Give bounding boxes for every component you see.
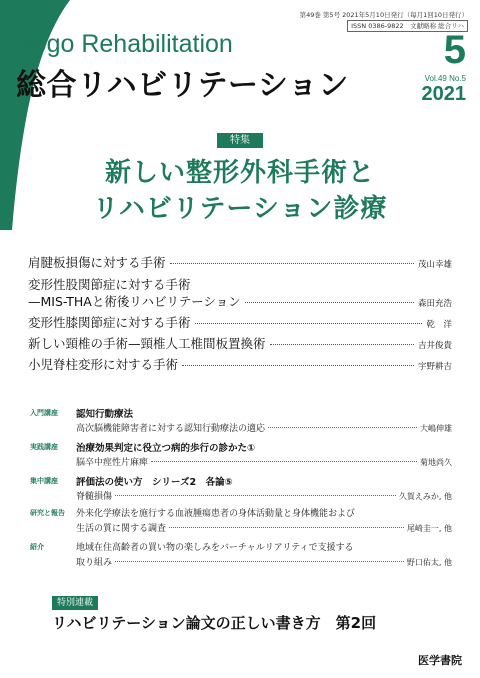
- column-title[interactable]: 認知行動療法: [76, 409, 134, 420]
- column-category: 紹介: [30, 543, 44, 551]
- dot-leader: [270, 344, 414, 345]
- article-item[interactable]: [28, 292, 452, 310]
- dot-leader: [245, 302, 414, 303]
- serial-title[interactable]: リハビリテーション論文の正しい書き方 第2回: [52, 614, 377, 632]
- serial-badge: 特別連載: [52, 596, 98, 610]
- volume-block: [422, 30, 467, 105]
- english-title: Sogo Rehabilitation: [16, 30, 233, 58]
- column-title-line1[interactable]: 外来化学療法を施行する血液腫瘍患者の身体活動量と身体機能および: [76, 509, 356, 519]
- article-title-line1: 変形性股関節症に対する手術: [28, 277, 191, 292]
- column-category: 研究と報告: [30, 509, 65, 517]
- column-author: 久賀えみか, 他: [398, 492, 452, 501]
- column-author: 尾崎圭一, 他: [406, 524, 452, 533]
- column-category: 入門講座: [30, 409, 58, 417]
- article-item[interactable]: [28, 313, 452, 331]
- vol-no: Vol.49 No.5: [424, 74, 466, 83]
- dot-leader: [115, 561, 404, 562]
- article-item-pre: [28, 275, 452, 293]
- column-subtitle-row[interactable]: [76, 489, 452, 502]
- japanese-title: 総合リハビリテーション: [16, 68, 349, 103]
- column-category: 実践講座: [30, 443, 58, 451]
- column-author: 野口佑太, 他: [406, 558, 452, 567]
- article-author: 茂山幸雄: [417, 260, 452, 270]
- article-author: 宇野耕吉: [417, 362, 452, 372]
- dot-leader: [182, 365, 414, 366]
- column-subtitle-row[interactable]: [76, 455, 452, 468]
- article-title: 変形性膝関節症に対する手術: [28, 315, 191, 330]
- column-author: 大嶋伸雄: [420, 424, 452, 433]
- column-subtitle: 脊髄損傷: [76, 492, 113, 502]
- issue-year: 2021: [421, 83, 466, 105]
- issue-number: 5: [443, 28, 466, 72]
- feature-title-line1: 新しい整形外科手術と: [104, 158, 375, 188]
- publisher-name: 医学書院: [418, 654, 462, 667]
- dot-leader: [115, 495, 396, 496]
- article-author: 森田充浩: [417, 299, 452, 309]
- publication-info: [300, 10, 468, 32]
- column-subtitle: 高次脳機能障害者に対する認知行動療法の適応: [76, 424, 266, 434]
- article-author: 乾 洋: [426, 320, 452, 330]
- column-author: 菊地尚久: [420, 458, 452, 467]
- dot-leader: [195, 323, 423, 324]
- column-title[interactable]: 評価法の使い方 シリーズ2 各論⑤: [76, 477, 233, 488]
- column-subtitle: 生活の質に関する調査: [76, 524, 167, 534]
- dot-leader: [268, 427, 417, 428]
- column-subtitle-row[interactable]: [76, 555, 452, 568]
- dot-leader: [169, 527, 404, 528]
- article-title: —MIS-THAと術後リハビリテーション: [28, 294, 241, 309]
- feature-title-line2: リハビリテーション診療: [92, 194, 388, 224]
- column-subtitle: 脳卒中痙性片麻痺: [76, 458, 149, 468]
- column-subtitle-row[interactable]: [76, 521, 452, 534]
- issue-info: 第49巻 第5号 2021年5月10日発行（毎月1回10日発行）: [299, 11, 468, 19]
- feature-badge: 特集: [217, 133, 263, 148]
- column-title[interactable]: 治療効果判定に役立つ病的歩行の診かた①: [76, 443, 256, 454]
- article-item[interactable]: [28, 355, 452, 373]
- article-title: 小児脊柱変形に対する手術: [28, 357, 179, 372]
- dot-leader: [170, 263, 414, 264]
- article-title: 肩腱板損傷に対する手術: [28, 255, 166, 270]
- column-category: 集中講座: [30, 477, 58, 485]
- issn-box: ISSN 0386-9822 文献略称 総合リハ: [347, 20, 468, 32]
- column-title-line1[interactable]: 地域在住高齢者の買い物の楽しみをバーチャルリアリティで支援する: [76, 543, 354, 553]
- column-subtitle: 取り組み: [76, 558, 113, 568]
- dot-leader: [151, 461, 417, 462]
- column-subtitle-row[interactable]: [76, 421, 452, 434]
- article-title: 新しい頸椎の手術—頸椎人工椎間板置換術: [28, 336, 266, 351]
- article-author: 吉井俊貴: [417, 341, 452, 351]
- article-item[interactable]: [28, 334, 452, 352]
- article-item[interactable]: [28, 253, 452, 271]
